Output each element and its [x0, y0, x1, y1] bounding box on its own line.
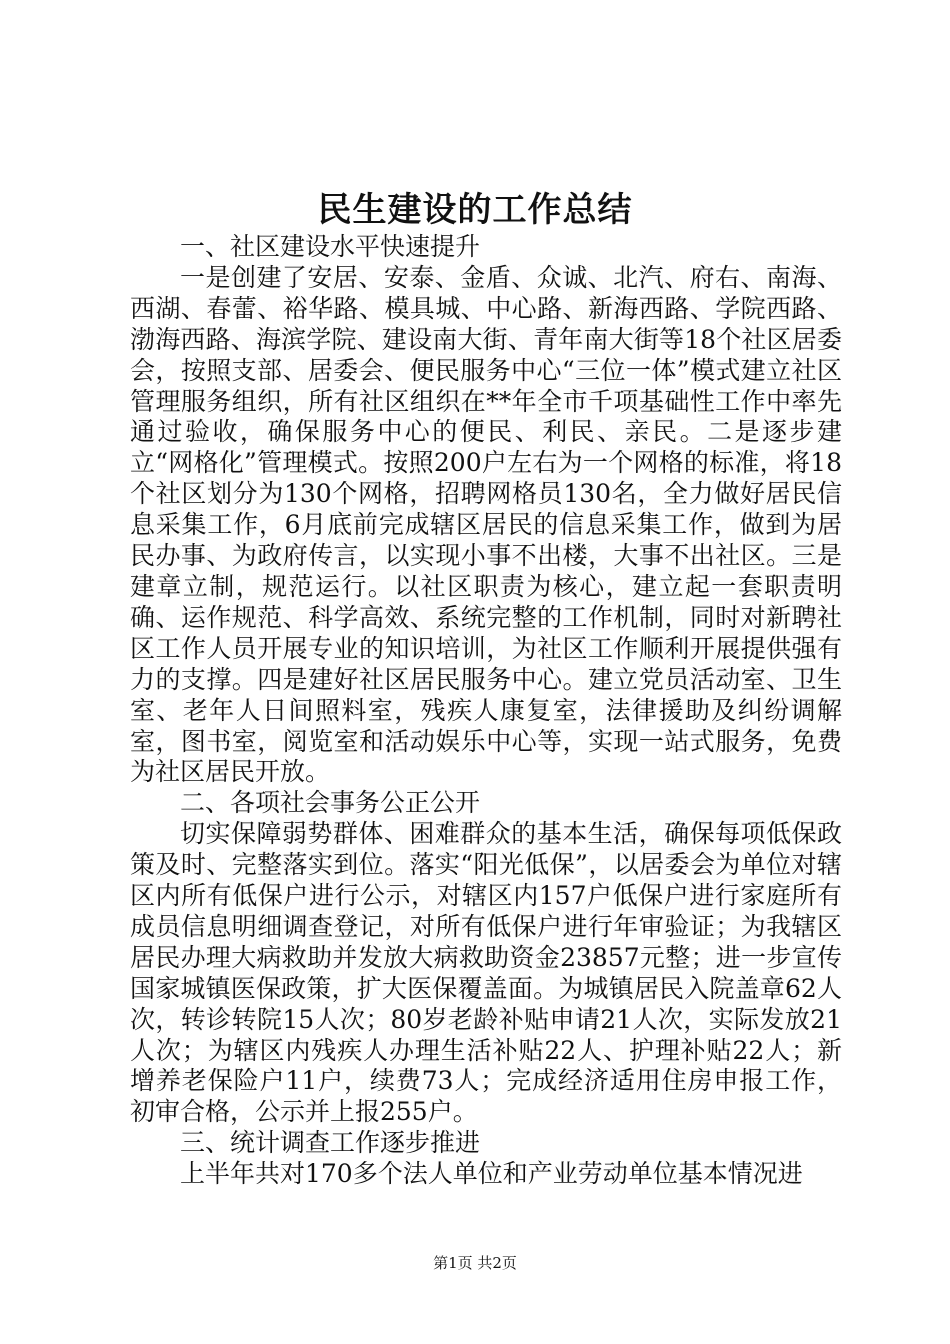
section-heading-3: 三、统计调查工作逐步推进	[180, 1128, 481, 1158]
section-heading-1: 一、社区建设水平快速提升	[180, 232, 481, 261]
document-title: 民生建设的工作总结	[317, 190, 633, 230]
section-paragraph-1: 一是创建了安居、安泰、金盾、众诚、北汽、府右、南海、西湖、春蕾、裕华路、模具城、中心路、新海西路、学院西路、渤海西路、海滨学院、建设南大街、青年南大街等18个社区居委会，按照支部、居委会、便民服务中心“三位一体”模式建立社区管理服务组织，所有社区组织在**年全市千项基础性工作中率先通过验收，确保服务中心的便民、利民、亲民。二是逐步建立“网格化”管理模式。按照200户左右为一个网格的标准，将18个社区划分为130个网格，招聘网格员130名，全力做好居民信息采集工作，6月底前完成辖区居民的信息采集工作，做到为居民办事、为政府传言，以实现小事不出楼，大事不出社区。三是建章立制，规范运行。以社区职责为核心，建立起一套职责明确、运作规范、科学高效、系统完整的工作机制，同时对新聘社区工作人员开展专业的知识培训，为社区工作顺利开展提供强有力的支撑。四是建好社区居民服务中心。建立党员活动室、卫生室、老年人日间照料室，残疾人康复室，法律援助及纠纷调解室，图书室，阅览室和活动娱乐中心等，实现一站式服务，免费为社区居民开放。	[130, 262, 842, 787]
section-paragraph-2: 切实保障弱势群体、困难群众的基本生活，确保每项低保政策及时、完整落实到位。落实“阳光低保”，以居委会为单位对辖区内所有低保户进行公示，对辖区内157户低保户进行家庭所有成员信息明细调查登记，对所有低保户进行年审验证；为我辖区居民办理大病救助并发放大病救助资金23857元整；进一步宣传国家城镇医保政策，扩大医保覆盖面。为城镇居民入院盖章62人次，转诊转院15人次；80岁老龄补贴申请21人次，实际发放21人次；为辖区内残疾人办理生活补贴22人、护理补贴22人；新增养老保险户11户，续费73人；完成经济适用住房申报工作，初审合格，公示并上报255户。	[130, 819, 842, 1127]
page-footer: 第1页 共2页	[433, 1254, 517, 1272]
document-body	[130, 232, 842, 1190]
section-heading-2: 二、各项社会事务公正公开	[180, 788, 481, 818]
section-paragraph-3: 上半年共对170多个法人单位和产业劳动单位基本情况进	[180, 1159, 803, 1189]
